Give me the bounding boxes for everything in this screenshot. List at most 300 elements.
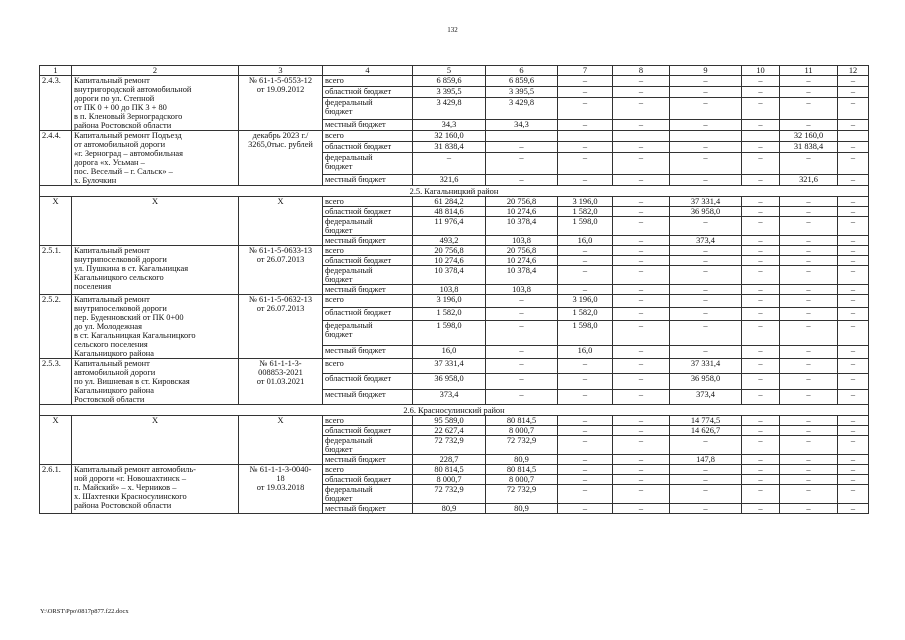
amount-cell: –	[742, 374, 780, 389]
funding-source: федеральный бюджет	[323, 436, 413, 455]
amount-cell: 95 589,0	[413, 416, 486, 426]
amount-cell: –	[742, 98, 780, 119]
amount-cell: –	[613, 485, 670, 504]
amount-cell	[742, 131, 780, 142]
amount-cell: –	[486, 295, 558, 308]
item-name: Капитальный ремонт автомобиль- ной дороги «г. Новошахтинск – п. Майский» – х. Черников – х. Шахтенки Красносулинского района Ростовской области	[72, 465, 239, 514]
amount-cell: 373,4	[413, 389, 486, 404]
amount-cell: –	[742, 504, 780, 514]
amount-cell: –	[613, 374, 670, 389]
amount-cell: –	[413, 153, 486, 174]
item-number: 2.4.4.	[40, 131, 72, 186]
amount-cell: 61 284,2	[413, 197, 486, 207]
amount-cell: –	[558, 256, 613, 266]
amount-cell: –	[486, 142, 558, 153]
amount-cell: 3 395,5	[486, 87, 558, 98]
funding-source: федеральный бюджет	[323, 153, 413, 174]
amount-cell: 1 582,0	[558, 207, 613, 217]
funding-source: местный бюджет	[323, 389, 413, 404]
amount-cell: 8 000,7	[486, 475, 558, 485]
amount-cell	[838, 131, 869, 142]
amount-cell: –	[558, 475, 613, 485]
amount-cell: –	[670, 475, 742, 485]
amount-cell: –	[613, 246, 670, 256]
amount-cell: –	[742, 207, 780, 217]
funding-source: областной бюджет	[323, 374, 413, 389]
funding-source: всего	[323, 76, 413, 87]
amount-cell: –	[742, 465, 780, 475]
amount-cell: –	[838, 416, 869, 426]
amount-cell: 36 958,0	[670, 207, 742, 217]
amount-cell: –	[838, 345, 869, 358]
amount-cell: 1 582,0	[558, 308, 613, 321]
item-document: № 61-1-1-3- 008853-2021 от 01.03.2021	[239, 359, 323, 405]
item-document: декабрь 2023 г./ 3265,0тыс. рублей	[239, 131, 323, 186]
amount-cell: –	[838, 308, 869, 321]
section-title: 2.5. Кагальницкий район	[40, 186, 869, 197]
amount-cell: –	[742, 87, 780, 98]
amount-cell: –	[558, 504, 613, 514]
section-row	[40, 186, 869, 197]
funding-source: федеральный бюджет	[323, 485, 413, 504]
funding-source: областной бюджет	[323, 308, 413, 321]
amount-cell: 32 160,0	[780, 131, 838, 142]
column-number: 8	[613, 66, 670, 76]
item-number: 2.4.3.	[40, 76, 72, 131]
amount-cell: –	[670, 76, 742, 87]
amount-cell: –	[780, 345, 838, 358]
amount-cell: –	[742, 389, 780, 404]
item-document: X	[239, 416, 323, 465]
amount-cell: –	[838, 504, 869, 514]
amount-cell: 72 732,9	[486, 485, 558, 504]
amount-cell: –	[780, 87, 838, 98]
amount-cell: –	[742, 246, 780, 256]
amount-cell: 80 814,5	[486, 416, 558, 426]
amount-cell: 8 000,7	[486, 426, 558, 436]
amount-cell	[486, 131, 558, 142]
amount-cell: –	[558, 374, 613, 389]
item-number: 2.6.1.	[40, 465, 72, 514]
amount-cell: 321,6	[413, 174, 486, 185]
amount-cell: –	[670, 98, 742, 119]
amount-cell: –	[780, 153, 838, 174]
amount-cell: –	[742, 455, 780, 465]
amount-cell: –	[742, 119, 780, 130]
table-row	[40, 359, 869, 374]
amount-cell: –	[486, 389, 558, 404]
column-number: 1	[40, 66, 72, 76]
amount-cell: 3 429,8	[486, 98, 558, 119]
amount-cell: –	[670, 217, 742, 236]
amount-cell: –	[558, 455, 613, 465]
funding-source: федеральный бюджет	[323, 217, 413, 236]
amount-cell: 80,9	[486, 504, 558, 514]
amount-cell: 37 331,4	[413, 359, 486, 374]
amount-cell: –	[838, 321, 869, 346]
amount-cell: –	[838, 174, 869, 185]
table-row	[40, 416, 869, 426]
amount-cell: 20 756,8	[486, 246, 558, 256]
amount-cell: 3 395,5	[413, 87, 486, 98]
amount-cell: 80 814,5	[486, 465, 558, 475]
amount-cell: –	[670, 465, 742, 475]
funding-source: местный бюджет	[323, 236, 413, 246]
amount-cell: –	[742, 436, 780, 455]
amount-cell: 321,6	[780, 174, 838, 185]
item-document: № 61-1-5-0633-13 от 26.07.2013	[239, 246, 323, 295]
amount-cell: –	[838, 87, 869, 98]
section-title: 2.6. Красносулинский район	[40, 405, 869, 416]
amount-cell: –	[613, 465, 670, 475]
amount-cell: –	[780, 295, 838, 308]
funding-source: всего	[323, 197, 413, 207]
amount-cell: –	[670, 504, 742, 514]
amount-cell: –	[486, 321, 558, 346]
amount-cell: –	[742, 345, 780, 358]
amount-cell: 80,9	[413, 504, 486, 514]
budget-table	[39, 65, 869, 514]
amount-cell: –	[670, 246, 742, 256]
amount-cell: –	[558, 119, 613, 130]
table-row	[40, 197, 869, 207]
amount-cell: –	[613, 98, 670, 119]
amount-cell: –	[838, 285, 869, 295]
amount-cell: –	[838, 256, 869, 266]
item-number: 2.5.2.	[40, 295, 72, 359]
column-number: 6	[486, 66, 558, 76]
column-number-row	[40, 66, 869, 76]
amount-cell: –	[780, 207, 838, 217]
amount-cell: –	[780, 455, 838, 465]
funding-source: всего	[323, 246, 413, 256]
amount-cell: 80 814,5	[413, 465, 486, 475]
item-number: X	[40, 416, 72, 465]
amount-cell: 1 582,0	[413, 308, 486, 321]
amount-cell: –	[613, 504, 670, 514]
amount-cell: –	[558, 87, 613, 98]
item-name: Капитальный ремонт Подъезд от автомобильной дороги «г. Зерноград – автомобильная дорога «х. Усьман – пос. Веселый – г. Сальск» – х. Булочкин	[72, 131, 239, 186]
column-number: 11	[780, 66, 838, 76]
amount-cell: 72 732,9	[486, 436, 558, 455]
amount-cell: –	[780, 256, 838, 266]
amount-cell: –	[613, 389, 670, 404]
amount-cell: –	[613, 455, 670, 465]
amount-cell: 72 732,9	[413, 485, 486, 504]
funding-source: федеральный бюджет	[323, 321, 413, 346]
amount-cell: 10 378,4	[486, 217, 558, 236]
amount-cell: –	[558, 266, 613, 285]
amount-cell: –	[780, 217, 838, 236]
amount-cell: 10 274,6	[413, 256, 486, 266]
table-row	[40, 246, 869, 256]
amount-cell: 36 958,0	[670, 374, 742, 389]
item-name: Капитальный ремонт внутригородской автомобильной дороги по ул. Степной от ПК 0 + 00 до ПК 3 + 80 в п. Кленовый Зерноградского района Ростовской области	[72, 76, 239, 131]
amount-cell: –	[838, 436, 869, 455]
amount-cell: –	[780, 485, 838, 504]
amount-cell: –	[742, 359, 780, 374]
amount-cell: –	[780, 465, 838, 475]
amount-cell: –	[558, 389, 613, 404]
amount-cell: –	[838, 236, 869, 246]
amount-cell: –	[780, 285, 838, 295]
amount-cell: –	[742, 321, 780, 346]
funding-source: федеральный бюджет	[323, 98, 413, 119]
funding-source: местный бюджет	[323, 345, 413, 358]
amount-cell: –	[838, 374, 869, 389]
amount-cell: –	[780, 475, 838, 485]
amount-cell: –	[838, 475, 869, 485]
amount-cell: –	[838, 295, 869, 308]
amount-cell: –	[742, 76, 780, 87]
amount-cell: –	[742, 217, 780, 236]
amount-cell: 1 598,0	[558, 321, 613, 346]
amount-cell: –	[613, 266, 670, 285]
amount-cell: 147,8	[670, 455, 742, 465]
item-name: Капитальный ремонт автомобильной дороги по ул. Вишневая в ст. Кировская Кагальницкого района Ростовской области	[72, 359, 239, 405]
amount-cell: 6 859,6	[486, 76, 558, 87]
funding-source: всего	[323, 416, 413, 426]
amount-cell: 3 196,0	[558, 295, 613, 308]
amount-cell	[670, 131, 742, 142]
amount-cell: –	[613, 76, 670, 87]
amount-cell: –	[838, 266, 869, 285]
amount-cell: 373,4	[670, 236, 742, 246]
amount-cell: –	[742, 174, 780, 185]
amount-cell: –	[670, 308, 742, 321]
funding-source: областной бюджет	[323, 256, 413, 266]
amount-cell: 32 160,0	[413, 131, 486, 142]
funding-source: областной бюджет	[323, 475, 413, 485]
amount-cell: –	[780, 236, 838, 246]
amount-cell	[558, 131, 613, 142]
column-number: 3	[239, 66, 323, 76]
item-name: Капитальный ремонт внутрипоселковой дороги ул. Пушкина в ст. Кагальницкая Кагальницкого сельского поселения	[72, 246, 239, 295]
amount-cell: –	[486, 359, 558, 374]
amount-cell: –	[558, 76, 613, 87]
amount-cell: 48 814,6	[413, 207, 486, 217]
amount-cell: 16,0	[558, 345, 613, 358]
amount-cell: –	[780, 389, 838, 404]
item-name: X	[72, 197, 239, 246]
amount-cell: 14 626,7	[670, 426, 742, 436]
amount-cell: 31 838,4	[780, 142, 838, 153]
column-number: 4	[323, 66, 413, 76]
amount-cell: –	[486, 153, 558, 174]
amount-cell: –	[742, 426, 780, 436]
amount-cell: 37 331,4	[670, 197, 742, 207]
amount-cell: –	[838, 465, 869, 475]
amount-cell: –	[780, 416, 838, 426]
amount-cell: –	[613, 153, 670, 174]
amount-cell: 3 429,8	[413, 98, 486, 119]
item-document: X	[239, 197, 323, 246]
amount-cell: –	[613, 345, 670, 358]
amount-cell: –	[558, 426, 613, 436]
amount-cell: –	[742, 308, 780, 321]
amount-cell: 34,3	[486, 119, 558, 130]
amount-cell: –	[613, 197, 670, 207]
amount-cell: –	[670, 174, 742, 185]
amount-cell: 11 976,4	[413, 217, 486, 236]
amount-cell: –	[670, 256, 742, 266]
amount-cell: –	[780, 76, 838, 87]
funding-source: всего	[323, 295, 413, 308]
amount-cell: 8 000,7	[413, 475, 486, 485]
amount-cell: –	[742, 485, 780, 504]
amount-cell: –	[613, 416, 670, 426]
amount-cell: –	[613, 359, 670, 374]
amount-cell: –	[670, 436, 742, 455]
amount-cell: –	[742, 153, 780, 174]
amount-cell: –	[742, 256, 780, 266]
amount-cell: –	[613, 87, 670, 98]
amount-cell: –	[780, 436, 838, 455]
amount-cell: –	[780, 504, 838, 514]
amount-cell: –	[742, 285, 780, 295]
amount-cell: –	[780, 197, 838, 207]
amount-cell: –	[613, 217, 670, 236]
amount-cell: –	[780, 374, 838, 389]
amount-cell: –	[742, 197, 780, 207]
amount-cell: –	[838, 359, 869, 374]
amount-cell: –	[742, 295, 780, 308]
table-row	[40, 295, 869, 308]
funding-source: федеральный бюджет	[323, 266, 413, 285]
funding-source: областной бюджет	[323, 426, 413, 436]
amount-cell: –	[670, 153, 742, 174]
amount-cell: 3 196,0	[413, 295, 486, 308]
item-name: Капитальный ремонт внутрипоселковой дороги пер. Буденновский от ПК 0+00 до ул. Молодежная в ст. Кагальницкая Кагальницкого сельского поселения Кагальницкого района	[72, 295, 239, 359]
amount-cell: 36 958,0	[413, 374, 486, 389]
funding-source: местный бюджет	[323, 174, 413, 185]
amount-cell: –	[838, 207, 869, 217]
amount-cell: –	[613, 475, 670, 485]
amount-cell: 228,7	[413, 455, 486, 465]
amount-cell: –	[670, 87, 742, 98]
amount-cell	[613, 131, 670, 142]
amount-cell: 103,8	[486, 285, 558, 295]
amount-cell: –	[838, 98, 869, 119]
amount-cell: –	[486, 345, 558, 358]
amount-cell: 1 598,0	[413, 321, 486, 346]
amount-cell: 1 598,0	[558, 217, 613, 236]
amount-cell: 22 627,4	[413, 426, 486, 436]
funding-source: местный бюджет	[323, 285, 413, 295]
amount-cell: –	[742, 416, 780, 426]
column-number: 5	[413, 66, 486, 76]
item-number: 2.5.3.	[40, 359, 72, 405]
table-row	[40, 131, 869, 142]
item-document: № 61-1-5-0553-12 от 19.09.2012	[239, 76, 323, 131]
amount-cell: 6 859,6	[413, 76, 486, 87]
column-number: 7	[558, 66, 613, 76]
column-number: 9	[670, 66, 742, 76]
amount-cell: –	[780, 359, 838, 374]
amount-cell: 34,3	[413, 119, 486, 130]
amount-cell: –	[670, 485, 742, 504]
amount-cell: –	[780, 98, 838, 119]
amount-cell: –	[780, 119, 838, 130]
amount-cell: –	[613, 207, 670, 217]
funding-source: всего	[323, 131, 413, 142]
amount-cell: –	[780, 266, 838, 285]
amount-cell: –	[613, 236, 670, 246]
amount-cell: –	[613, 436, 670, 455]
amount-cell: –	[558, 436, 613, 455]
amount-cell: –	[670, 142, 742, 153]
amount-cell: –	[838, 153, 869, 174]
amount-cell: –	[838, 455, 869, 465]
amount-cell: –	[838, 246, 869, 256]
amount-cell: 3 196,0	[558, 197, 613, 207]
item-number: 2.5.1.	[40, 246, 72, 295]
amount-cell: 37 331,4	[670, 359, 742, 374]
amount-cell: –	[558, 174, 613, 185]
amount-cell: –	[613, 295, 670, 308]
amount-cell: –	[486, 308, 558, 321]
amount-cell: –	[742, 236, 780, 246]
amount-cell: 80,9	[486, 455, 558, 465]
amount-cell: –	[486, 374, 558, 389]
amount-cell: –	[742, 475, 780, 485]
amount-cell: 10 274,6	[486, 207, 558, 217]
funding-source: областной бюджет	[323, 87, 413, 98]
funding-source: областной бюджет	[323, 142, 413, 153]
item-document: № 61-1-1-3-0040- 18 от 19.03.2018	[239, 465, 323, 514]
amount-cell: –	[742, 142, 780, 153]
amount-cell: –	[558, 142, 613, 153]
amount-cell: –	[613, 174, 670, 185]
funding-source: всего	[323, 359, 413, 374]
amount-cell: –	[558, 416, 613, 426]
amount-cell: –	[613, 426, 670, 436]
amount-cell: –	[838, 426, 869, 436]
amount-cell: –	[670, 321, 742, 346]
funding-source: областной бюджет	[323, 207, 413, 217]
column-number: 12	[838, 66, 869, 76]
amount-cell: –	[838, 76, 869, 87]
amount-cell: –	[613, 142, 670, 153]
amount-cell: –	[742, 266, 780, 285]
amount-cell: –	[558, 465, 613, 475]
amount-cell: 493,2	[413, 236, 486, 246]
item-document: № 61-1-5-0632-13 от 26.07.2013	[239, 295, 323, 359]
amount-cell: 373,4	[670, 389, 742, 404]
amount-cell: 103,8	[486, 236, 558, 246]
amount-cell: –	[613, 256, 670, 266]
file-path-footer: Y:\ORST\Ppo\0817p877.f22.docx	[40, 608, 129, 615]
amount-cell: 10 274,6	[486, 256, 558, 266]
amount-cell: –	[558, 153, 613, 174]
amount-cell: –	[838, 197, 869, 207]
amount-cell: –	[780, 321, 838, 346]
amount-cell: 20 756,8	[486, 197, 558, 207]
amount-cell: –	[558, 359, 613, 374]
column-number: 2	[72, 66, 239, 76]
amount-cell: –	[838, 485, 869, 504]
amount-cell: –	[780, 308, 838, 321]
amount-cell: –	[613, 285, 670, 295]
table-row	[40, 465, 869, 475]
amount-cell: –	[613, 308, 670, 321]
amount-cell: –	[838, 217, 869, 236]
amount-cell: –	[838, 119, 869, 130]
amount-cell: –	[613, 119, 670, 130]
amount-cell: –	[670, 295, 742, 308]
amount-cell: –	[670, 345, 742, 358]
amount-cell: –	[558, 246, 613, 256]
